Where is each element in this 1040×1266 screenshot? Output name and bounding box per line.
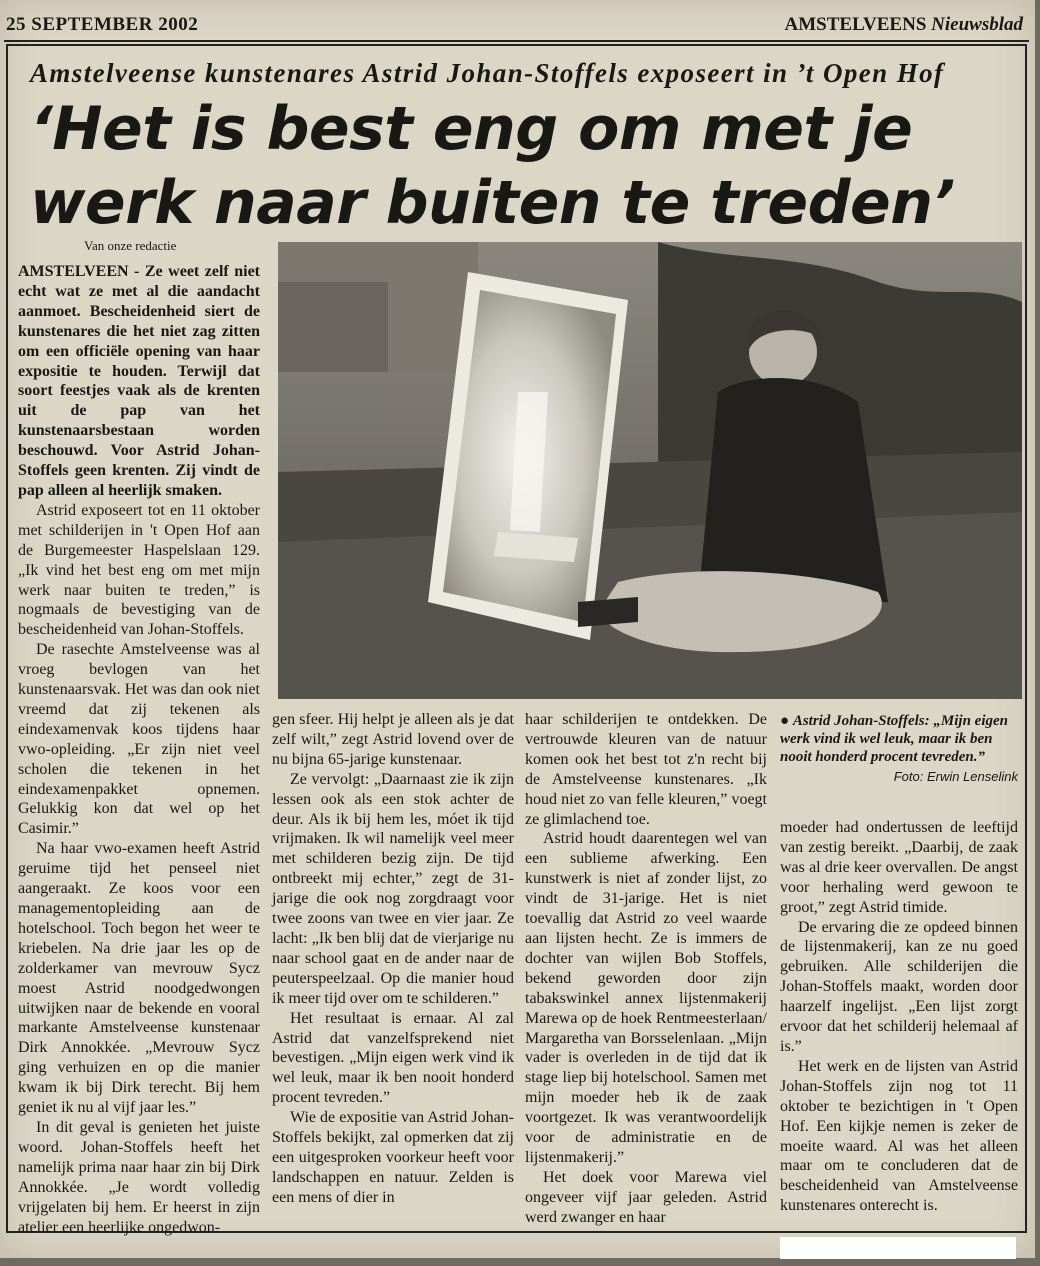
newspaper-name [785,14,1023,36]
column-2 [272,710,514,1208]
photo-credit: Foto: Erwin Lenselink [893,769,1018,784]
photo-caption [780,712,1018,786]
paragraph: Na haar vwo-examen heeft Astrid geruime tijd het penseel niet aangeraakt. Ze koos voor een managementopleiding aan de hotelschool. Toch begon het weer te kriebelen. Na drie jaar les op de zolderkamer van mevrouw Sycz moest Astrid noodgedwongen uitwijken naar de bekende en vooral markante Amstelveense kunstenaar Dirk Annokkée. „Mevrouw Sycz ging verhuizen en op die manier kwam ik bij Dirk terecht. Bij hem geniet ik nu al vijf jaar les.” [18,840,260,1117]
newspaper-name-suffix: Nieuwsblad [931,14,1023,35]
paragraph: Astrid exposeert tot en 11 oktober met schilderijen in 't Open Hof aan de Burgemeester Haspelslaan 129. „Ik vind het best eng om met mijn werk naar buiten te treden,” is nogmaals de bevestiging van de bescheidenheid van Johan-Stoffels. [18,501,260,639]
headline-line-2: werk naar buiten te treden’ [30,168,955,238]
paragraph: Wie de expositie van Astrid Johan-Stoffels bekijkt, zal opmerken dat zij een uitgesproken voorkeur heeft voor landschappen en natuur. Zelden is een mens of dier in [272,1109,514,1206]
paragraph: Ze vervolgt: „Daarnaast zie ik zijn lessen ook als een stok achter de deur. Als ik bij hem les, móet ik tijd vrijmaken. Ik wil namelijk veel meer met schilderen bezig zijn. De tijd ontbreekt mij echter,” zegt de 31-jarige die ook nog zorgdraagt voor twee zoons van twee en vier jaar. Ze lacht: „Ik ben blij dat de vierjarige nu naar school gaat en de ander naar de peuterspeelzaal. Op die manier houd ik meer tijd over om te schilderen.” [272,770,514,1007]
paragraph: haar schilderijen te ontdekken. De vertrouwde kleuren van de natuur komen ook het best tot z'n recht bij de Amstelveense kunstenares. „Ik houd niet zo van felle kleuren,” voegt ze glimlachend toe. [525,711,767,828]
column-1 [18,262,260,1237]
paragraph: Het doek voor Marewa viel ongeveer vijf jaar geleden. Astrid werd zwanger en haar [525,1168,767,1226]
paragraph: Het werk en de lijsten van Astrid Johan-Stoffels zijn nog tot 11 oktober te bezichtigen in 't Open Hof. Een kijkje nemen is zeker de moeite waard. Al was het alleen maar om te concluderen dat de bescheidenheid van Amstelveense kunstenares onterecht is. [780,1057,1018,1215]
header-rule [4,40,1029,42]
issue-date: 25 SEPTEMBER 2002 [6,14,199,35]
column-3 [525,710,767,1228]
lead-paragraph: AMSTELVEEN - Ze weet zelf niet echt wat ze met al die aandacht aanmoet. Bescheidenheid siert de kunstenares die het niet zag zitten om een officiële opening van haar expositie te houden. Terwijl dat soort feestjes vaak als de krenten uit de pap van het kunstenaarsbestaan worden beschouwd. Voor Astrid Johan-Stoffels geen krenten. Zij vindt de pap alleen al heerlijk smaken. [18,263,260,499]
article-kicker: Amstelveense kunstenares Astrid Johan-Stoffels exposeert in ’t Open Hof [30,58,945,88]
caption-bullet-icon: ● [780,713,793,729]
article-photo [278,242,1022,699]
caption-text: Astrid Johan-Stoffels: „Mijn eigen werk vind ik wel leuk, maar ik ben nooit honderd procent tevreden.” [780,713,1008,765]
article-headline [30,92,1020,240]
paragraph: Het resultaat is ernaar. Al zal Astrid dat vanzelfsprekend niet bevestigen. „Mijn eigen werk vind ik wel leuk, maar ik ben nooit honderd procent tevreden.” [272,1009,514,1107]
paragraph: In dit geval is genieten het juiste woord. Johan-Stoffels heeft het namelijk prima naar haar zin bij Dirk Annokkée. „Je wordt volledig vrijgelaten bij hem. Er heerst in zijn atelier een heerlijke ongedwon- [18,1118,260,1236]
paragraph: moeder had ondertussen de leeftijd van zestig bereikt. „Daarbij, de zaak was al drie keer overvallen. De angst voor herhaling werd gewoon te groot,” zegt Astrid timide. [780,819,1018,916]
byline: Van onze redactie [84,238,177,253]
paragraph: De rasechte Amstelveense was al vroeg bevlogen van het kunstenaarsvak. Het was dan ook niet vreemd dat zij tekenen als eindexamenvak koos tijdens haar vwo-opleiding. „Er zijn niet veel scholen die tekenen in het eindexamenpakket opnemen. Gelukkig kon dat wel op het Casimir.” [18,641,260,838]
paragraph: gen sfeer. Hij helpt je alleen als je dat zelf wilt,” zegt Astrid lovend over de nu bijna 65-jarige kunstenaar. [272,711,514,768]
paragraph: De ervaring die ze opdeed binnen de lijstenmakerij, kan ze nu goed gebruiken. Alle schilderijen die Johan-Stoffels maakt, worden door haarzelf ingelijst. „Een lijst zorgt ervoor dat het schilderij helemaal af is.” [780,918,1018,1055]
headline-line-1: ‘Het is best eng om met je [30,94,913,164]
paper-sticker [780,1237,1016,1259]
newspaper-name-main: AMSTELVEENS [784,14,927,35]
column-4 [780,818,1018,1216]
paragraph: Astrid houdt daarentegen wel van een sublieme afwerking. Een kunstwerk is niet af zonder lijst, zo vindt de 31-jarige. Het is niet toevallig dat Astrid zo veel waarde aan lijsten hecht. Ze is immers de dochter van wijlen Bob Stoffels, bekend geworden door zijn tabakswinkel annex lijstenmakerij Marewa op de hoek Rentmeesterlaan/ Margaretha van Borsselenlaan. „Mijn vader is overleden in de tijd dat ik stage liep bij hotelschool. Samen met mijn moeder heb ik de zaak voortgezet. Ik was verantwoordelijk voor de administratie en de lijstenmakerij.” [525,830,767,1166]
photo-illustration [278,242,1022,699]
